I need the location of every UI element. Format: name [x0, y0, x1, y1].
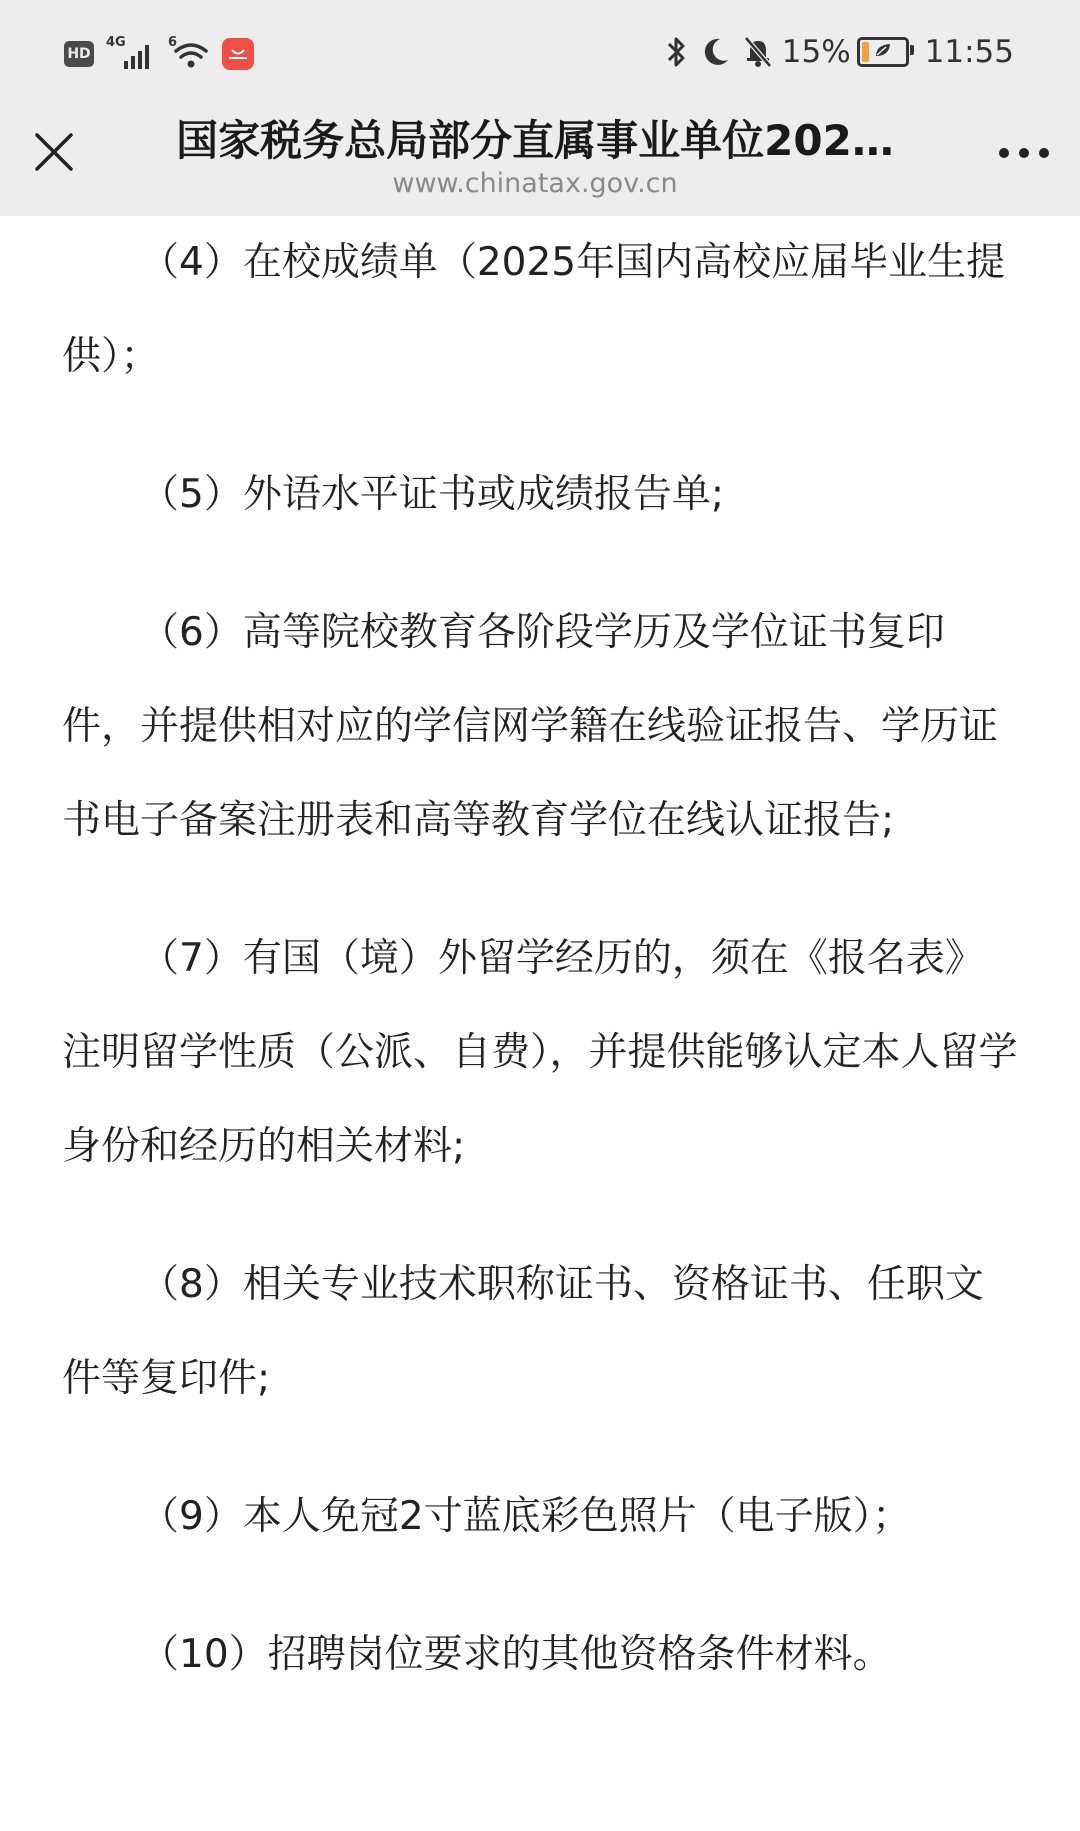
- page-url: www.chinatax.gov.cn: [392, 168, 678, 199]
- article-paragraph: （7）有国（境）外留学经历的，须在《报名表》注明留学性质（公派、自费），并提供能够认定本人留学身份和经历的相关材料;: [62, 936, 1018, 1169]
- article-paragraph: （10）招聘岗位要求的其他资格条件材料。: [140, 1632, 892, 1677]
- article-paragraph: （8）相关专业技术职称证书、资格证书、任职文件等复印件;: [62, 1262, 984, 1401]
- wifi-icon: [170, 37, 212, 71]
- clock-time: 11:55: [924, 34, 1014, 70]
- moon-icon: [700, 36, 730, 68]
- top-bar: [0, 0, 1080, 216]
- close-icon: [34, 132, 74, 172]
- battery-level-fill: [862, 42, 869, 62]
- close-button[interactable]: [26, 124, 82, 180]
- huawei-app-icon: [222, 38, 254, 70]
- battery-percent: 15%: [781, 34, 851, 70]
- more-dots-icon: [998, 147, 1050, 159]
- article-content: [62, 216, 1022, 1746]
- article-paragraph: （9）本人免冠2寸蓝底彩色照片（电子版）；: [140, 1494, 912, 1539]
- page-title: 国家税务总局部分直属事业单位202…: [176, 116, 894, 165]
- bluetooth-icon: [664, 35, 688, 69]
- status-left-group: [64, 36, 254, 72]
- article-paragraph: （6）高等院校教育各阶段学历及学位证书复印件，并提供相对应的学信网学籍在线验证报告、学历证书电子备案注册表和高等教育学位在线认证报告;: [62, 610, 999, 843]
- browser-title-bar: [0, 100, 1080, 216]
- hd-badge: HD: [64, 41, 94, 67]
- status-right-group: [664, 30, 1014, 74]
- more-options-button[interactable]: [994, 128, 1054, 178]
- article-paragraph: （5）外语水平证书或成绩报告单;: [140, 472, 724, 517]
- wifi-generation-label: 6: [168, 35, 178, 50]
- status-bar: [0, 0, 1080, 100]
- network-type-label: 4G: [106, 35, 126, 50]
- article-paragraph: （4）在校成绩单（2025年国内高校应届毕业生提供）；: [62, 240, 1006, 379]
- mute-bell-icon: [742, 35, 774, 69]
- battery-icon: [857, 37, 909, 67]
- power-saving-leaf-icon: [874, 42, 892, 58]
- cellular-signal-icon: [106, 37, 158, 71]
